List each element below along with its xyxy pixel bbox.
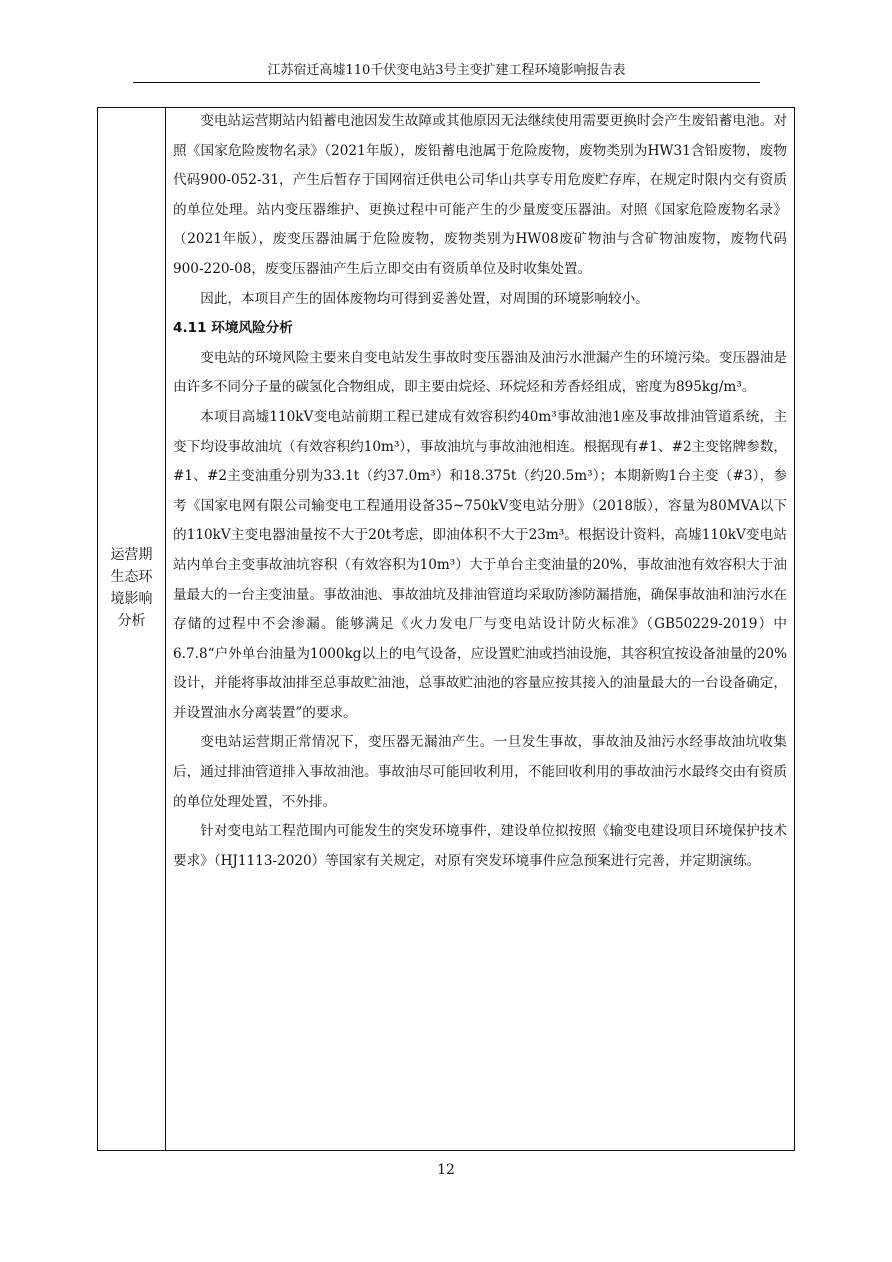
row-label-line: 分析 bbox=[117, 613, 146, 629]
content-cell bbox=[173, 108, 787, 876]
paragraph-solid-waste-summary: 因此，本项目产生的固体废物均可得到妥善处置，对周围的环境影响较小。 bbox=[200, 290, 649, 307]
row-label-line: 运营期 bbox=[110, 547, 153, 563]
row-label bbox=[98, 544, 165, 632]
row-label-line: 生态环 bbox=[110, 569, 153, 585]
paragraph-normal-operation: 变电站运营期正常情况下，变压器无漏油产生。一旦发生事故，事故油及油污水经事故油坑收集后，通过排油管道排入事故油池。事故油尽可能回收利用，不能回收利用的事故油污水最终交由有资质的单位处理处置，不外排。 bbox=[173, 734, 787, 810]
column-divider bbox=[165, 108, 166, 1150]
paragraph-waste-battery: 变电站运营期站内铅蓄电池因发生故障或其他原因无法继续使用需要更换时会产生废铅蓄电池。对照《国家危险废物名录》（2021年版），废铅蓄电池属于危险废物，废物类别为HW31含铅废物，废物代码900-052-31，产生后暂存于国网宿迁供电公司华山共享专用危废贮存库，在规定时限内交有资质的单位处理。站内变压器维护、更换过程中可能产生的少量废变压器油。对照《国家危险废物名录》（2021年版），废变压器油属于危险废物，废物类别为HW08废矿物油与含矿物油废物，废物代码900-220-08，废变压器油产生后立即交由有资质单位及时收集处置。 bbox=[173, 113, 787, 277]
header-rule bbox=[133, 82, 760, 83]
page-header: 江苏宿迁高墟110千伏变电站3号主变扩建工程环境影响报告表 bbox=[267, 63, 626, 78]
page-number: 12 bbox=[437, 1162, 455, 1178]
section-title: 4.11 环境风险分析 bbox=[173, 320, 293, 337]
paragraph-oil-pit-capacity: 本项目高墟110kV变电站前期工程已建成有效容积约40m³事故油池1座及事故排油管道系统，主变下均设事故油坑（有效容积约10m³），事故油坑与事故油池相连。根据现有#1、#2主变铭牌参数，#1、#2主变油重分别为33.1t（约37.0m³）和18.375t（约20.5m³）；本期新购1台主变（#3），参考《国家电网有限公司输变电工程通用设备35~750kV变电站分册》（2018版），容量为80MVA以下的110kV主变电器油量按不大于20t考虑，即油体积不大于23m³。根据设计资料，高墟110kV变电站站内单台主变事故油坑容积（有效容积为10m³）大于单台主变油量的20%，事故油池有效容积大于油量最大的一台主变油量。事故油池、事故油坑及排油管道均采取防渗防漏措施，确保事故油和油污水在存储的过程中不会渗漏。能够满足《火力发电厂与变电站设计防火标准》（GB50229-2019）中6.7.8“户外单台油量为1000kg以上的电气设备，应设置贮油或挡油设施，其容积宜按设备油量的20%设计，并能将事故油排至总事故贮油池，总事故贮油池的容量应按其接入的油量最大的一台设备确定，并设置油水分离装置”的要求。 bbox=[173, 408, 787, 721]
paragraph-risk-source: 变电站的环境风险主要来自变电站发生事故时变压器油及油污水泄漏产生的环境污染。变压器油是由许多不同分子量的碳氢化合物组成，即主要由烷烃、环烷烃和芳香烃组成，密度为895kg/m³。 bbox=[173, 349, 787, 396]
report-table bbox=[97, 107, 795, 1151]
row-label-line: 境影响 bbox=[110, 591, 153, 607]
paragraph-emergency-plan: 针对变电站工程范围内可能发生的突发环境事件，建设单位拟按照《输变电建设项目环境保护技术要求》（HJ1113-2020）等国家有关规定，对原有突发环境事件应急预案进行完善，并定期演练。 bbox=[173, 823, 787, 869]
